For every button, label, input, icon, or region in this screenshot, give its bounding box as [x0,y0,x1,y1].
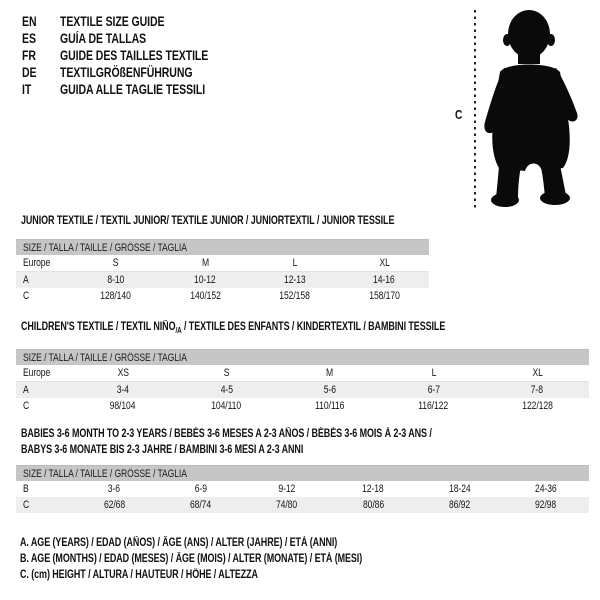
table-cell: S [112,257,119,269]
table-cell: S [223,367,230,379]
language-row [22,64,250,81]
table-cell: 110/116 [315,400,345,412]
language-code: FR [22,48,36,63]
table-cell: 86/92 [448,499,471,511]
row-label: C [23,499,30,511]
childrens-row-europe [16,365,589,382]
size-header-label: SIZE / TALLA / TAILLE / GRÖSSE / TAGLIA [23,351,187,364]
table-cell: 7-8 [531,384,544,396]
size-header-label: SIZE / TALLA / TAILLE / GRÖSSE / TAGLIA [23,241,187,254]
row-label: A [23,384,29,396]
language-code: ES [22,31,36,46]
height-measure-label-c: C [455,107,463,122]
language-row [22,13,250,30]
language-row [22,47,250,64]
note-age-years: A. AGE (YEARS) / EDAD (AÑOS) / ÂGE (ANS) / ALTER (JAHRE) / ETÀ (ANNI) [20,537,338,549]
table-cell: 98/104 [109,400,136,412]
table-cell: 128/140 [100,290,131,302]
language-row [22,30,250,47]
table-cell: 12-18 [362,483,384,495]
toddler-silhouette-image [482,8,590,210]
table-cell: 158/170 [369,290,400,302]
row-label: Europe [23,367,51,379]
table-cell: XL [531,367,543,379]
row-label: C [23,400,30,412]
table-cell: 140/152 [190,290,221,302]
language-label: GUÍA DE TALLAS [60,31,147,46]
height-measure-dotted-line [474,10,476,208]
size-header-label: SIZE / TALLA / TAILLE / GRÖSSE / TAGLIA [23,467,187,480]
table-cell: L [292,257,298,269]
junior-row-height [16,288,429,304]
babies-row-height [16,497,589,513]
table-cell: 68/74 [189,499,212,511]
table-cell: 74/80 [276,499,298,511]
table-cell: 24-36 [535,483,557,495]
row-label: C [23,290,30,302]
table-cell: 104/110 [211,400,242,412]
babies-title-line2: BABYS 3-6 MONATE BIS 2-3 JAHRE / BAMBINI 3-6 MESI A 2-3 ANNI [21,444,304,456]
table-cell: 92/98 [535,499,557,511]
babies-title-line1: BABIES 3-6 MONTH TO 2-3 YEARS / BEBÉS 3-6 MESES A 2-3 AÑOS / BÉBÉS 3-6 MOIS À 2-3 ANS / [21,428,432,440]
childrens-row-age [16,382,589,398]
table-cell: 3-6 [108,483,121,495]
legend-notes [20,535,459,583]
language-label: GUIDE DES TAILLES TEXTILE [60,48,209,63]
size-header-bar [16,465,589,481]
table-cell: 8-10 [107,274,125,286]
babies-size-table [16,465,589,513]
table-cell: 12-13 [283,274,306,286]
childrens-section-title: CHILDREN'S TEXTILE / TEXTIL $NIÑO_{/A}$ / TEXTILE DES ENFANTS / KINDERTEXTIL / BAMBINI TESSILE [21,321,446,335]
babies-row-age-months [16,481,589,497]
junior-row-age [16,272,429,288]
table-cell: 14-16 [373,274,396,286]
table-cell: 9-12 [278,483,296,495]
table-cell: XS [117,367,129,379]
table-cell: M [326,367,334,379]
table-cell: L [431,367,436,379]
table-cell: 80/86 [362,499,384,511]
table-cell: 122/128 [521,400,553,412]
table-cell: 10-12 [194,274,217,286]
language-row [22,81,250,98]
junior-size-table [16,239,429,304]
note-age-months: B. AGE (MONTHS) / EDAD (MESES) / ÂGE (MOIS) / ALTER (MONATE) / ETÀ (MESI) [20,553,363,565]
childrens-row-height [16,398,589,414]
language-code: EN [22,14,37,29]
childrens-size-table [16,349,589,414]
row-label: A [23,274,29,286]
language-label: TEXTILGRÖßENFÜHRUNG [60,65,193,80]
table-cell: 5-6 [323,384,337,396]
junior-section-title: JUNIOR TEXTILE / TEXTIL JUNIOR/ TEXTILE JUNIOR / JUNIORTEXTIL / JUNIOR TESSILE [21,215,395,227]
table-cell: 18-24 [448,483,471,495]
table-cell: 6-9 [194,483,207,495]
table-cell: 4-5 [220,384,233,396]
language-list [22,13,250,98]
junior-row-europe [16,255,429,272]
size-header-bar [16,239,429,255]
language-label: GUIDA ALLE TAGLIE TESSILI [60,82,206,97]
size-header-bar [16,349,589,365]
table-cell: M [201,257,209,269]
language-code: IT [22,82,32,97]
note-height: C. (cm) HEIGHT / ALTURA / HAUTEUR / HÖHE / ALTEZZA [20,569,258,581]
language-label: TEXTILE SIZE GUIDE [60,14,165,29]
row-label: B [23,483,29,495]
row-label: Europe [23,257,51,269]
table-cell: 116/122 [418,400,449,412]
table-cell: 62/68 [103,499,125,511]
table-cell: 3-4 [116,384,129,396]
language-code: DE [22,65,37,80]
babies-section-title [21,426,548,458]
table-cell: 152/158 [279,290,310,302]
table-cell: XL [379,257,390,269]
table-cell: 6-7 [427,384,440,396]
